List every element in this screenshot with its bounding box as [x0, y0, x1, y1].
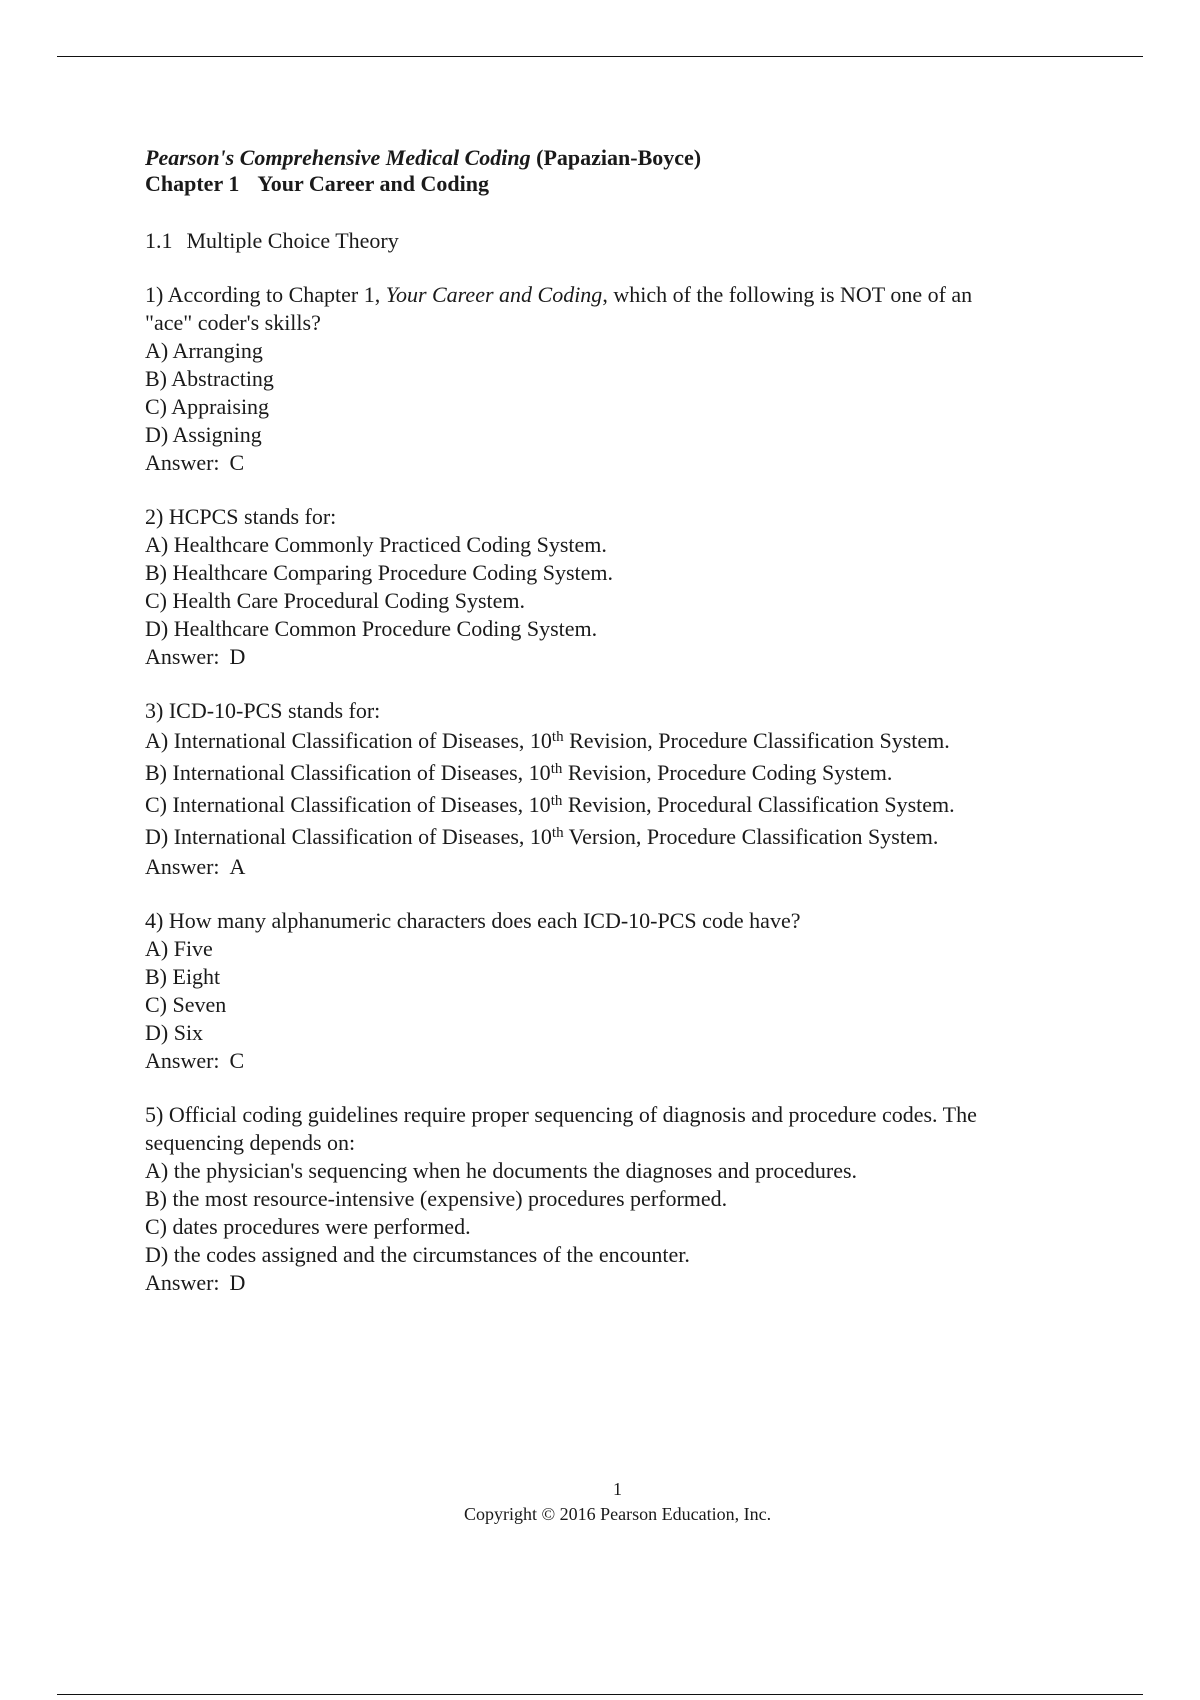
question-1-option-a: A) Arranging [145, 338, 263, 363]
question-4-option-b: B) Eight [145, 964, 221, 989]
question-4-option-a: A) Five [145, 936, 213, 961]
question-1-answer [145, 449, 1085, 477]
question-5-stem [145, 1101, 1085, 1157]
option-text: D) International Classification of Diseases, 10 [145, 824, 552, 849]
document-body [145, 145, 1085, 1297]
question-2-answer [145, 643, 1085, 671]
question-1-option-b: B) Abstracting [145, 366, 274, 391]
option-text: C) International Classification of Diseases, 10 [145, 792, 551, 817]
question-3-option-d [145, 821, 1085, 853]
question-3-option-a [145, 725, 1085, 757]
question-2-option-a: A) Healthcare Commonly Practiced Coding System. [145, 532, 607, 557]
question-3-option-b [145, 757, 1085, 789]
question-1-option-d: D) Assigning [145, 422, 262, 447]
section-title: Multiple Choice Theory [186, 228, 399, 253]
question-5-stem-part: sequencing depends on: [145, 1130, 356, 1155]
book-author: (Papazian-Boyce) [536, 145, 702, 170]
question-1-option-c: C) Appraising [145, 394, 270, 419]
section-number: 1.1 [145, 228, 173, 253]
question-3-stem: 3) ICD-10-PCS stands for: [145, 698, 381, 723]
answer-label: Answer: [145, 450, 220, 475]
copyright-notice: Copyright © 2016 Pearson Education, Inc. [463, 1504, 772, 1524]
question-4-option-d: D) Six [145, 1020, 204, 1045]
question-5-option-b: B) the most resource-intensive (expensive) procedures performed. [145, 1186, 728, 1211]
option-superscript: th [551, 729, 564, 745]
top-rule [57, 56, 1143, 57]
option-text: Version, Procedure Classification System. [563, 824, 939, 849]
question-4-stem: 4) How many alphanumeric characters does each ICD-10-PCS code have? [145, 908, 801, 933]
answer-value: C [229, 1048, 245, 1073]
answer-label: Answer: [145, 644, 220, 669]
question-4-answer [145, 1047, 1085, 1075]
question-5-option-d: D) the codes assigned and the circumstances of the encounter. [145, 1242, 690, 1267]
question-2-option-b: B) Healthcare Comparing Procedure Coding System. [145, 560, 614, 585]
answer-value: C [229, 450, 245, 475]
question-1-stem-part: , which of the following is NOT one of an [602, 282, 973, 307]
option-text: B) International Classification of Diseases, 10 [145, 760, 551, 785]
question-4-option-c: C) Seven [145, 992, 227, 1017]
book-title: Pearson's Comprehensive Medical Coding [145, 145, 531, 170]
option-superscript: th [550, 761, 563, 777]
question-5-option-a: A) the physician's sequencing when he documents the diagnoses and procedures. [145, 1158, 858, 1183]
question-2-stem: 2) HCPCS stands for: [145, 504, 337, 529]
question-5-stem-part: 5) Official coding guidelines require proper sequencing of diagnosis and procedure codes. The [145, 1102, 977, 1127]
answer-label: Answer: [145, 1270, 220, 1295]
question-4 [145, 907, 1085, 1075]
chapter-label: Chapter 1 [145, 171, 240, 196]
section-heading [145, 227, 1085, 255]
question-5-answer [145, 1269, 1085, 1297]
question-2-option-d: D) Healthcare Common Procedure Coding System. [145, 616, 598, 641]
question-5 [145, 1101, 1085, 1297]
question-1-stem-part: 1) According to Chapter 1, [145, 282, 386, 307]
option-text: Revision, Procedure Coding System. [562, 760, 893, 785]
question-1-stem-part: "ace" coder's skills? [145, 310, 321, 335]
question-3-option-c [145, 789, 1085, 821]
option-text: Revision, Procedure Classification System. [563, 728, 950, 753]
question-2 [145, 503, 1085, 671]
option-text: A) International Classification of Diseases, 10 [145, 728, 552, 753]
answer-label: Answer: [145, 854, 220, 879]
option-superscript: th [551, 825, 564, 841]
question-3 [145, 697, 1085, 881]
option-superscript: th [550, 793, 563, 809]
question-1-stem [145, 281, 1085, 337]
question-2-option-c: C) Health Care Procedural Coding System. [145, 588, 526, 613]
question-1 [145, 281, 1085, 477]
question-1-stem-italic: Your Career and Coding [385, 282, 603, 307]
page-number: 1 [613, 1479, 622, 1499]
bottom-rule [57, 1694, 1143, 1695]
question-5-option-c: C) dates procedures were performed. [145, 1214, 471, 1239]
chapter-heading [145, 171, 1085, 197]
answer-value: D [229, 1270, 246, 1295]
answer-value: D [229, 644, 246, 669]
answer-value: A [229, 854, 246, 879]
chapter-title: Your Career and Coding [257, 171, 489, 196]
option-text: Revision, Procedural Classification System. [562, 792, 955, 817]
book-title-line [145, 145, 1085, 171]
answer-label: Answer: [145, 1048, 220, 1073]
question-3-answer [145, 853, 1085, 881]
